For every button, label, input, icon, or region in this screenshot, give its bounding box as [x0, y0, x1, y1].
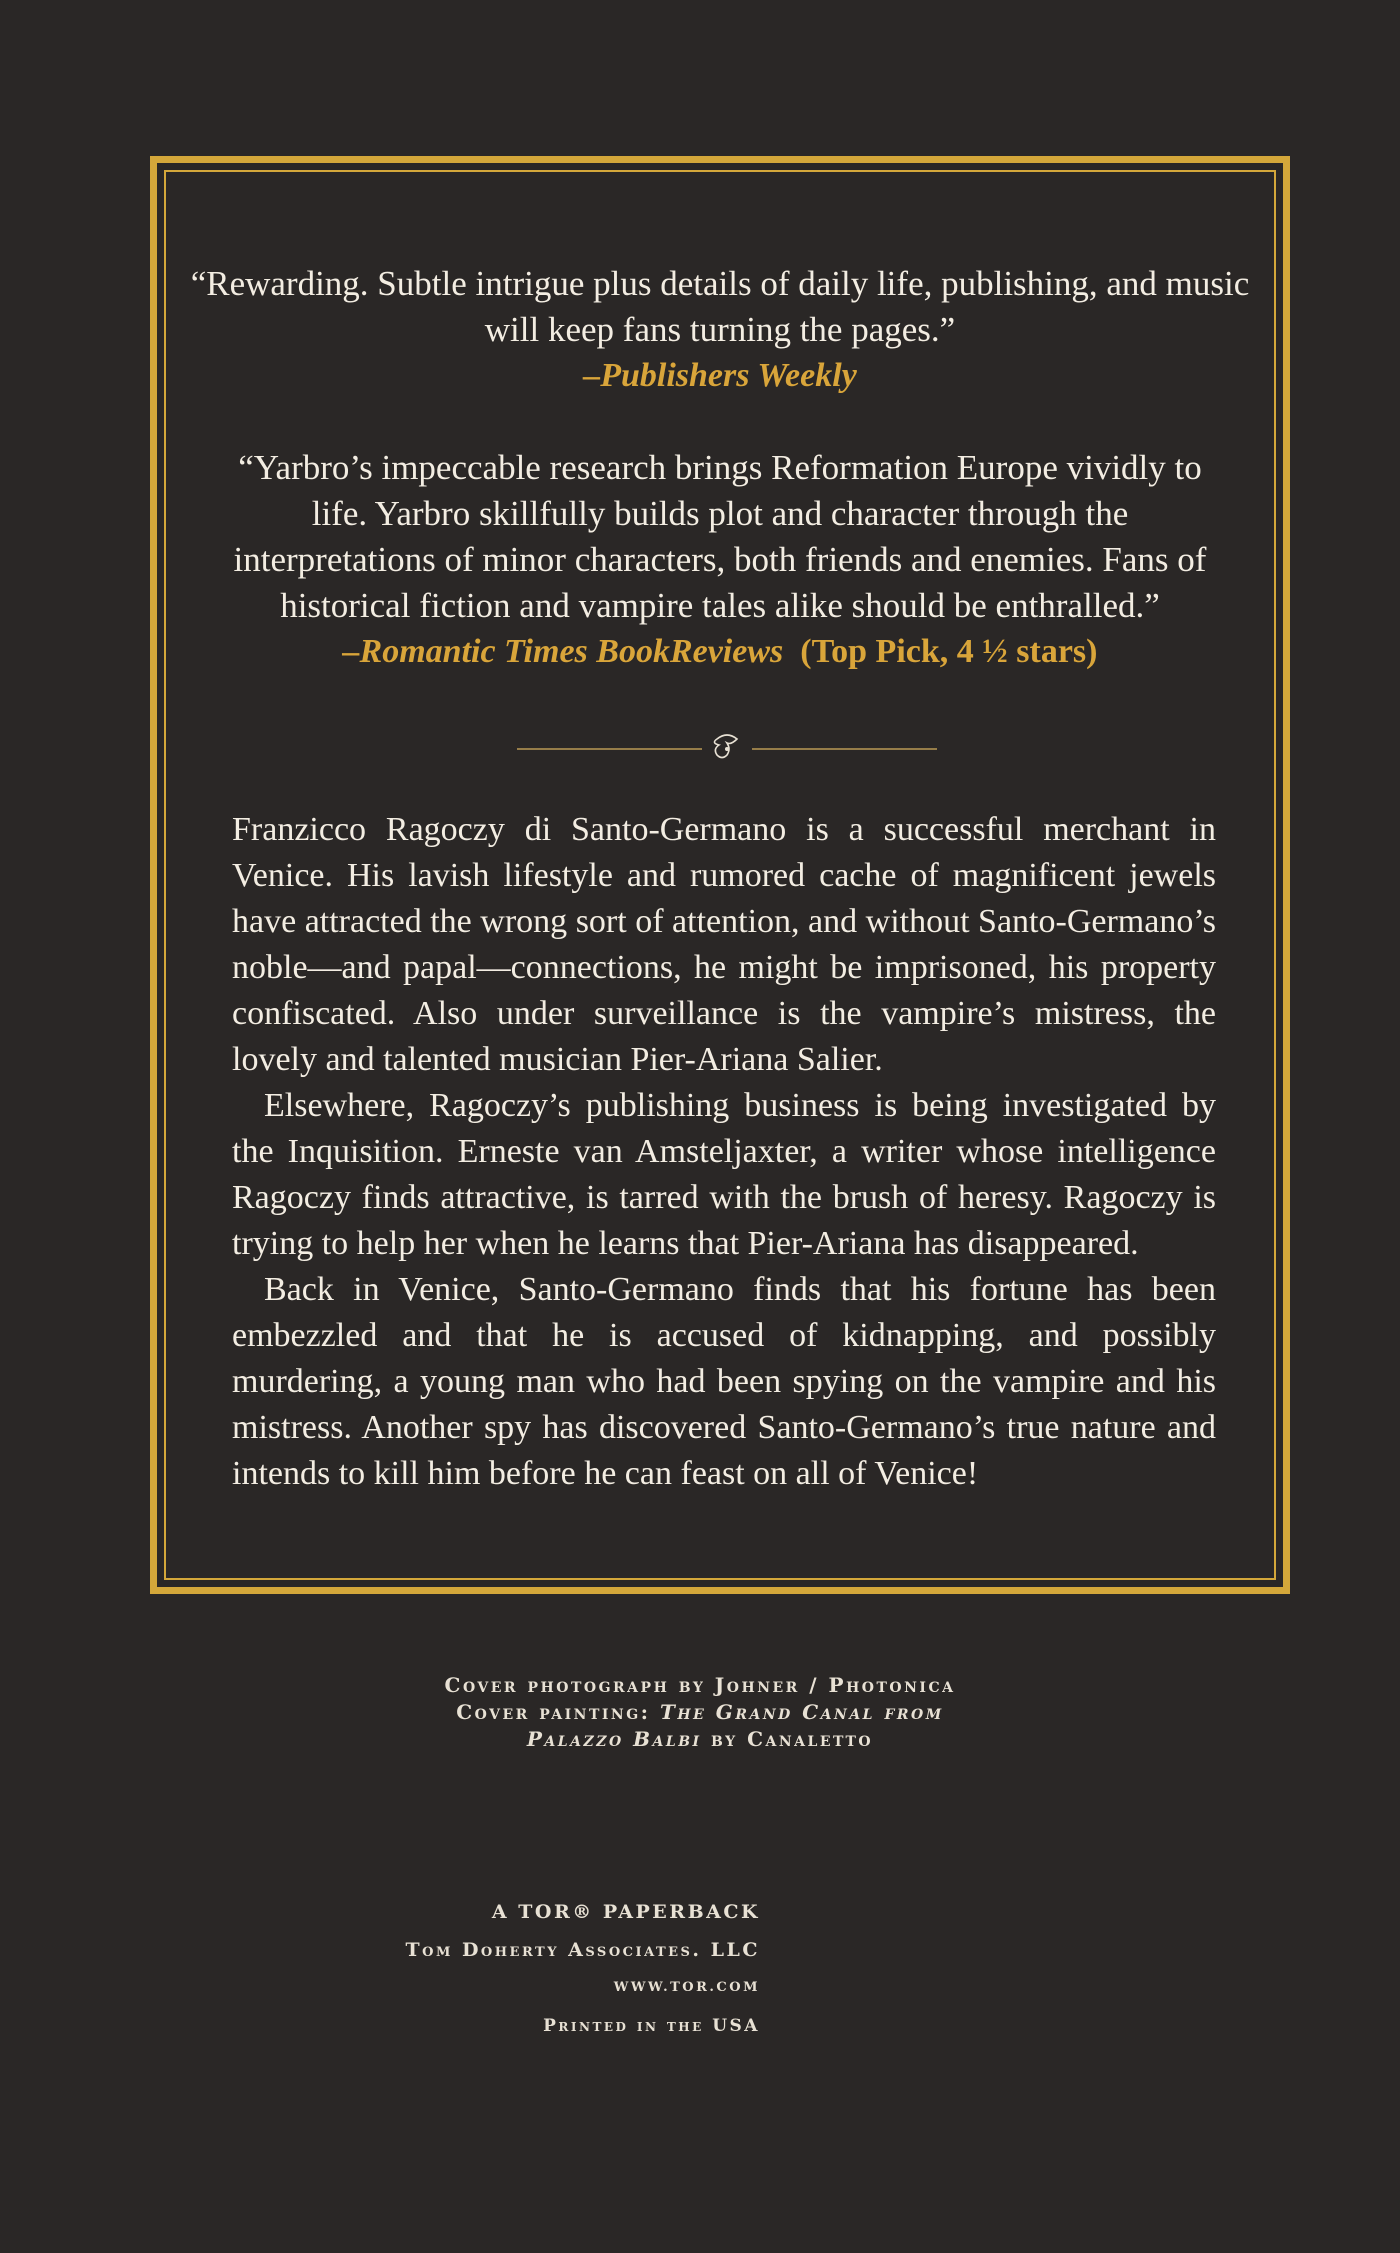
review-text: “Yarbro’s impeccable research brings Reformation Europe vividly to life. Yarbro skillfully builds plot and character through the interpretations of minor characters, both friends and enemies. Fans of historical fiction and vampire tales alike should be enthralled.”: [233, 448, 1207, 625]
imprint-line: A TOR® PAPERBACK: [491, 1901, 760, 1923]
gold-border-frame: [150, 156, 1290, 1594]
painting-title-part-2: Palazzo Balbi: [526, 1727, 702, 1751]
review-publishers-weekly: [157, 261, 1283, 399]
cover-credits: [0, 1672, 1400, 1753]
description-paragraph-3: Back in Venice, Santo-Germano finds that his fortune has been embezzled and that he is accused of kidnapping, and possibly murdering, a young man who had been spying on the vampire and his mistress. Another spy has discovered Santo-Germano’s true nature and intends to kill him before he can feast on all of Venice!: [232, 1271, 1216, 1492]
painting-title-part-1: The Grand Canal from: [660, 1700, 944, 1724]
description-paragraph-2: Elsewhere, Ragoczy’s publishing business is being investigated by the Inquisition. Erneste van Amsteljaxter, a writer whose intelligence Ragoczy finds attractive, is tarred with the brush of heresy. Ragoczy is trying to help her when he learns that Pier-Ariana has disappeared.: [232, 1087, 1216, 1262]
description-paragraph-1: Franzicco Ragoczy di Santo-Germano is a successful merchant in Venice. His lavish lifestyle and rumored cache of magnificent jewels have attracted the wrong sort of attention, and without Santo-Germano’s noble—and papal—connections, he might be imprisoned, his property confiscated. Also under surveillance is the vampire’s mistress, the lovely and talented musician Pier-Ariana Salier.: [232, 811, 1216, 1078]
review-source: –Romantic Times BookReviews: [342, 633, 784, 670]
review-source: –Publishers Weekly: [583, 357, 857, 394]
printed-in: Printed in the USA: [543, 2016, 760, 2036]
review-romantic-times: [157, 445, 1283, 675]
publisher-imprint: [405, 1893, 760, 2045]
publisher-name: Tom Doherty Associates. LLC: [405, 1939, 760, 1961]
review-attribution: [217, 629, 1223, 675]
book-description: [232, 807, 1216, 1497]
painting-credit-artist: by Canaletto: [701, 1727, 874, 1751]
ornamental-flourish-icon: [517, 729, 937, 769]
painting-credit-line-1: [0, 1699, 1400, 1726]
photo-credit: Cover photograph by Johner / Photonica: [444, 1673, 956, 1697]
review-rating-note: (Top Pick, 4 ½ stars): [800, 633, 1098, 670]
publisher-website: WWW.TOR.COM: [613, 1980, 760, 1995]
painting-credit-prefix: Cover painting:: [456, 1700, 661, 1724]
painting-credit-line-2: [0, 1726, 1400, 1753]
review-text: “Rewarding. Subtle intrigue plus details of daily life, publishing, and music will keep fans turning the pages.”: [190, 264, 1250, 349]
